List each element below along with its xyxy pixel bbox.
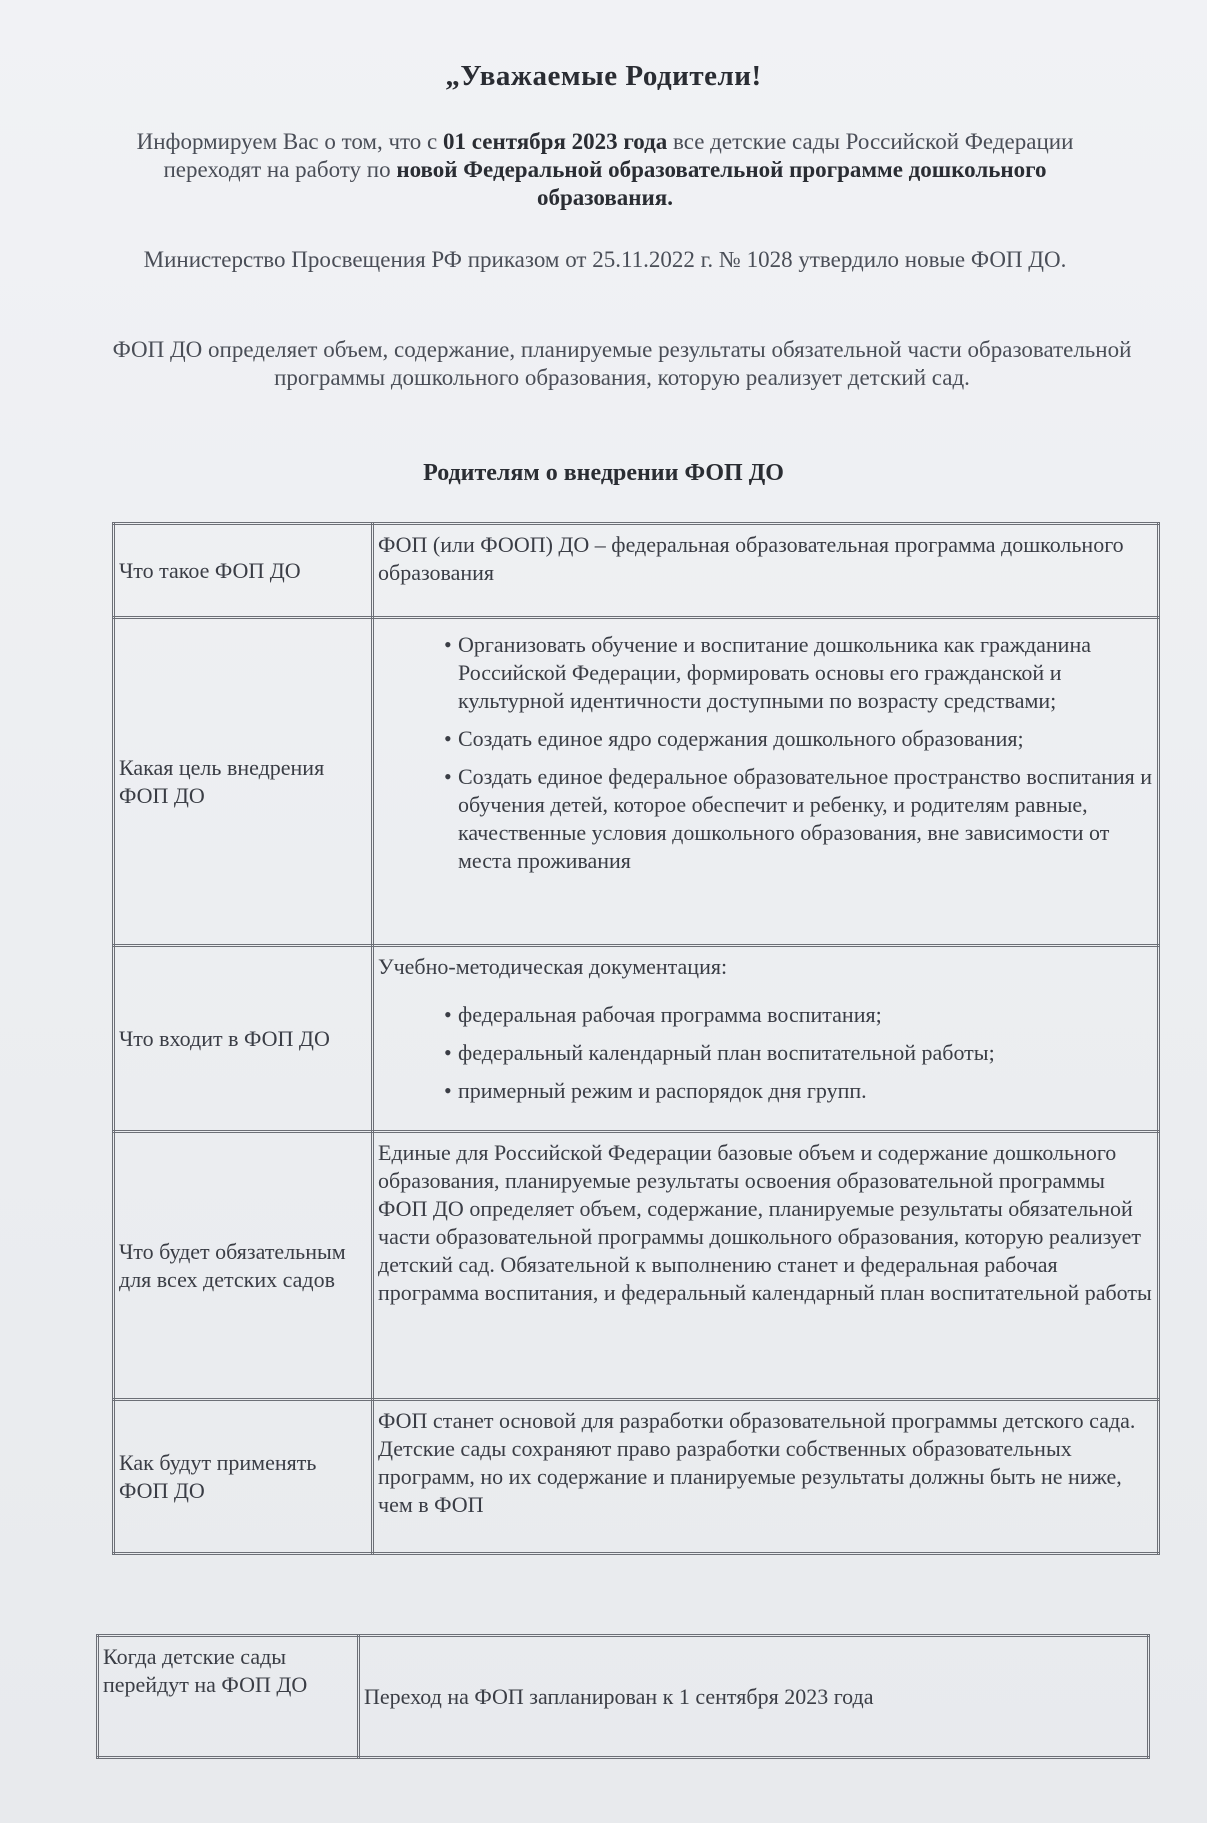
- question-cell: Как будут применять ФОП ДО: [114, 1400, 373, 1554]
- intro-date: 01 сентября 2023 года: [443, 129, 668, 154]
- answer-cell: Единые для Российской Федерации базовые объем и содержание дошкольного образования, планируемые результаты освоения образовательной программы ФОП ДО определяет объем, содержание, планируемые результаты обязательной части образовательной программы дошкольного образования, которую реализует детский сад. Обязательной к выполнению станет и федеральная рабочая программа воспитания, и федеральный календарный план воспитательной работы: [373, 1132, 1159, 1400]
- bullet-icon: •: [444, 1040, 452, 1065]
- bullet-icon: •: [444, 726, 452, 751]
- bullet-list: [378, 1001, 1153, 1105]
- question-cell: Что такое ФОП ДО: [114, 524, 373, 618]
- answer-cell: ФОП (или ФООП) ДО – федеральная образовательная программа дошкольного образования: [373, 524, 1159, 618]
- list-item: [444, 1039, 1153, 1067]
- list-item: [444, 631, 1153, 715]
- intro-paragraph-2: Министерство Просвещения РФ приказом от 25.11.2022 г. № 1028 утвердило новые ФОП ДО.: [143, 247, 1067, 272]
- transition-table: [96, 1634, 1150, 1759]
- intro-text-a: Информируем Вас о том, что с: [136, 129, 444, 154]
- table-row: [114, 524, 1159, 618]
- answer-lead: Учебно-методическая документация:: [378, 954, 728, 979]
- intro-paragraph-1: [100, 128, 1110, 212]
- intro-program-name: новой Федеральной образовательной программе дошкольного образования.: [396, 157, 1047, 210]
- list-item: [444, 763, 1153, 875]
- page-title: „Уважаемые Родители!: [445, 60, 762, 92]
- table-row: [114, 1400, 1159, 1554]
- intro-text-c: все детские сады Российской Федерации переходят на работу по: [163, 129, 1074, 182]
- table-row: [114, 1132, 1159, 1400]
- question-cell: Что входит в ФОП ДО: [114, 946, 373, 1132]
- question-cell: Когда детские сады перейдут на ФОП ДО: [98, 1636, 359, 1758]
- table-row: [98, 1636, 1149, 1758]
- table-row: [114, 618, 1159, 946]
- list-item-text: федеральная рабочая программа воспитания;: [458, 1002, 882, 1027]
- section-subtitle: Родителям о внедрении ФОП ДО: [423, 460, 784, 486]
- list-item-text: Организовать обучение и воспитание дошкольника как гражданина Российской Федерации, формировать основы его гражданской и культурной идентичности доступными по возрасту средствами;: [458, 632, 1091, 713]
- answer-cell: [373, 946, 1159, 1132]
- bullet-icon: •: [444, 632, 452, 657]
- bullet-icon: •: [444, 1078, 452, 1103]
- answer-cell: Переход на ФОП запланирован к 1 сентября 2023 года: [359, 1636, 1149, 1758]
- bullet-list: [378, 631, 1153, 875]
- answer-cell: [373, 618, 1159, 946]
- faq-table: [112, 522, 1160, 1555]
- answer-cell: ФОП станет основой для разработки образовательной программы детского сада. Детские сады сохраняют право разработки собственных образовательных программ, но их содержание и планируемые результаты должны быть не ниже, чем в ФОП: [373, 1400, 1159, 1554]
- list-item: [444, 1077, 1153, 1105]
- question-cell: Что будет обязательным для всех детских садов: [114, 1132, 373, 1400]
- question-cell: Какая цель внедрения ФОП ДО: [114, 618, 373, 946]
- list-item: [444, 725, 1153, 753]
- list-item: [444, 1001, 1153, 1029]
- list-item-text: Создать единое федеральное образовательное пространство воспитания и обучения детей, которое обеспечит и ребенку, и родителям равные, качественные условия дошкольного образования, вне зависимости от места проживания: [458, 764, 1153, 873]
- bullet-icon: •: [444, 1002, 452, 1027]
- list-item-text: Создать единое ядро содержания дошкольного образования;: [458, 726, 1024, 751]
- bullet-icon: •: [444, 764, 452, 789]
- list-item-text: федеральный календарный план воспитательной работы;: [458, 1040, 995, 1065]
- intro-paragraph-3: ФОП ДО определяет объем, содержание, планируемые результаты обязательной части образовательной программы дошкольного образования, которую реализует детский сад.: [112, 337, 1132, 390]
- table-row: [114, 946, 1159, 1132]
- list-item-text: примерный режим и распорядок дня групп.: [458, 1078, 867, 1103]
